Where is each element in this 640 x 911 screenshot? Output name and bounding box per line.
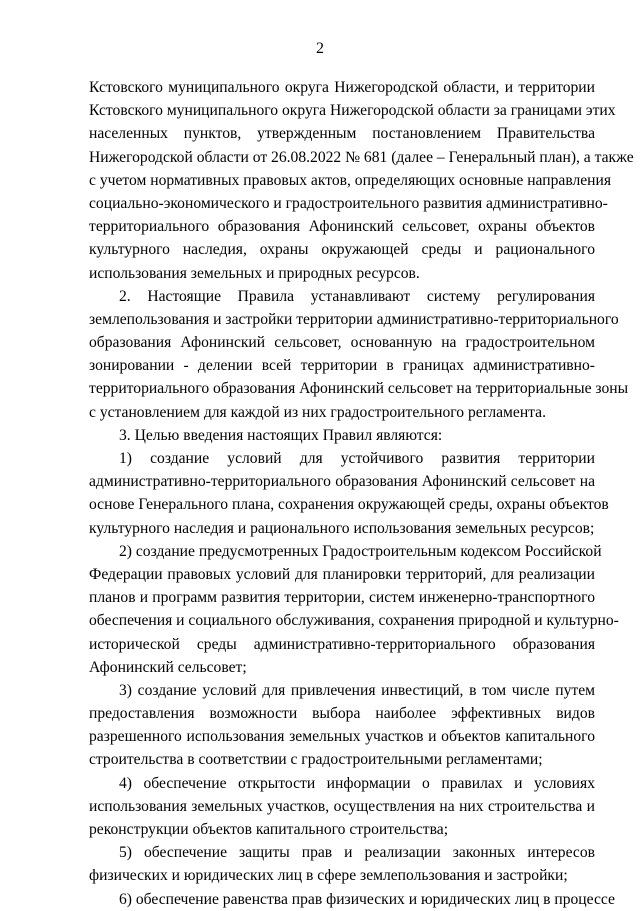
text-line: населенных пунктов, утвержденным постановлением Правительства [89,125,595,143]
text-line: территориального образования Афонинский сельсовет на территориальные зоны [89,380,629,398]
text-line: строительства в соответствии с градостроительными регламентами; [89,751,543,769]
document-body [89,76,634,911]
text-line: 2. Настоящие Правила устанавливают систему регулирования [119,287,595,305]
text-line: с учетом нормативных правовых актов, определяющих основные направления [89,171,612,189]
text-line: территориального образования Афонинский сельсовет, охраны объектов [89,218,595,236]
text-line: исторической среды административно-территориального образования [89,635,595,653]
text-line: Федерации правовых условий для планировки территорий, для реализации [89,565,595,583]
text-line: 1) создание условий для устойчивого развития территории [119,450,595,467]
text-line: зонировании - делении всей территории в границах административно- [89,357,595,375]
text-line: основе Генерального плана, сохранения окружающей среды, охраны объектов [89,496,609,514]
text-line: 5) обеспечение защиты прав и реализации законных интересов [119,844,595,862]
text-line: разрешенного использования земельных участков и объектов капитального [89,728,595,746]
text-line: Кстовского муниципального округа Нижегородской области, и территории [89,79,595,96]
text-line: административно-территориального образования Афонинский сельсовет на [89,473,595,491]
text-line: реконструкции объектов капитального строительства; [89,821,449,838]
text-line: Кстовского муниципального округа Нижегородской области за границами этих [89,102,616,120]
page-number: 2 [316,40,324,57]
text-line: 2) создание предусмотренных Градостроительным кодексом Российской [119,542,602,560]
text-line: обеспечения и социального обслуживания, сохранения природной и культурно- [89,612,619,630]
text-line: 4) обеспечение открытости информации о правилах и условиях [119,774,595,792]
text-line: культурного наследия, охраны окружающей среды и рационального [89,241,595,259]
text-line: 3) создание условий для привлечения инвестиций, в том числе путем [119,681,595,699]
text-line: физических и юридических лиц в сфере землепользования и застройки; [89,867,568,885]
text-line: социально-экономического и градостроительного развития административно- [89,194,608,212]
text-line: 3. Целью введения настоящих Правил являются: [119,426,443,444]
text-line: Афонинский сельсовет; [89,658,247,676]
text-line: образования Афонинский сельсовет, основанную на градостроительном [89,334,595,352]
text-line: 6) обеспечение равенства прав физических и юридических лиц в процессе [119,890,615,908]
text-line: предоставления возможности выбора наиболее эффективных видов [89,705,595,723]
text-line: с установлением для каждой из них градостроительного регламента. [89,403,546,421]
text-line: планов и программ развития территории, систем инженерно-транспортного [89,589,595,607]
text-line: землепользования и застройки территории административно-территориального [89,310,619,328]
text-line: использования земельных участков, осуществления на них строительства и [89,797,595,815]
text-line: культурного наследия и рационального использования земельных ресурсов; [89,519,595,537]
text-line: Нижегородской области от 26.08.2022 № 681 (далее – Генеральный план), а также [89,148,634,166]
text-line: использования земельных и природных ресурсов. [89,264,420,282]
